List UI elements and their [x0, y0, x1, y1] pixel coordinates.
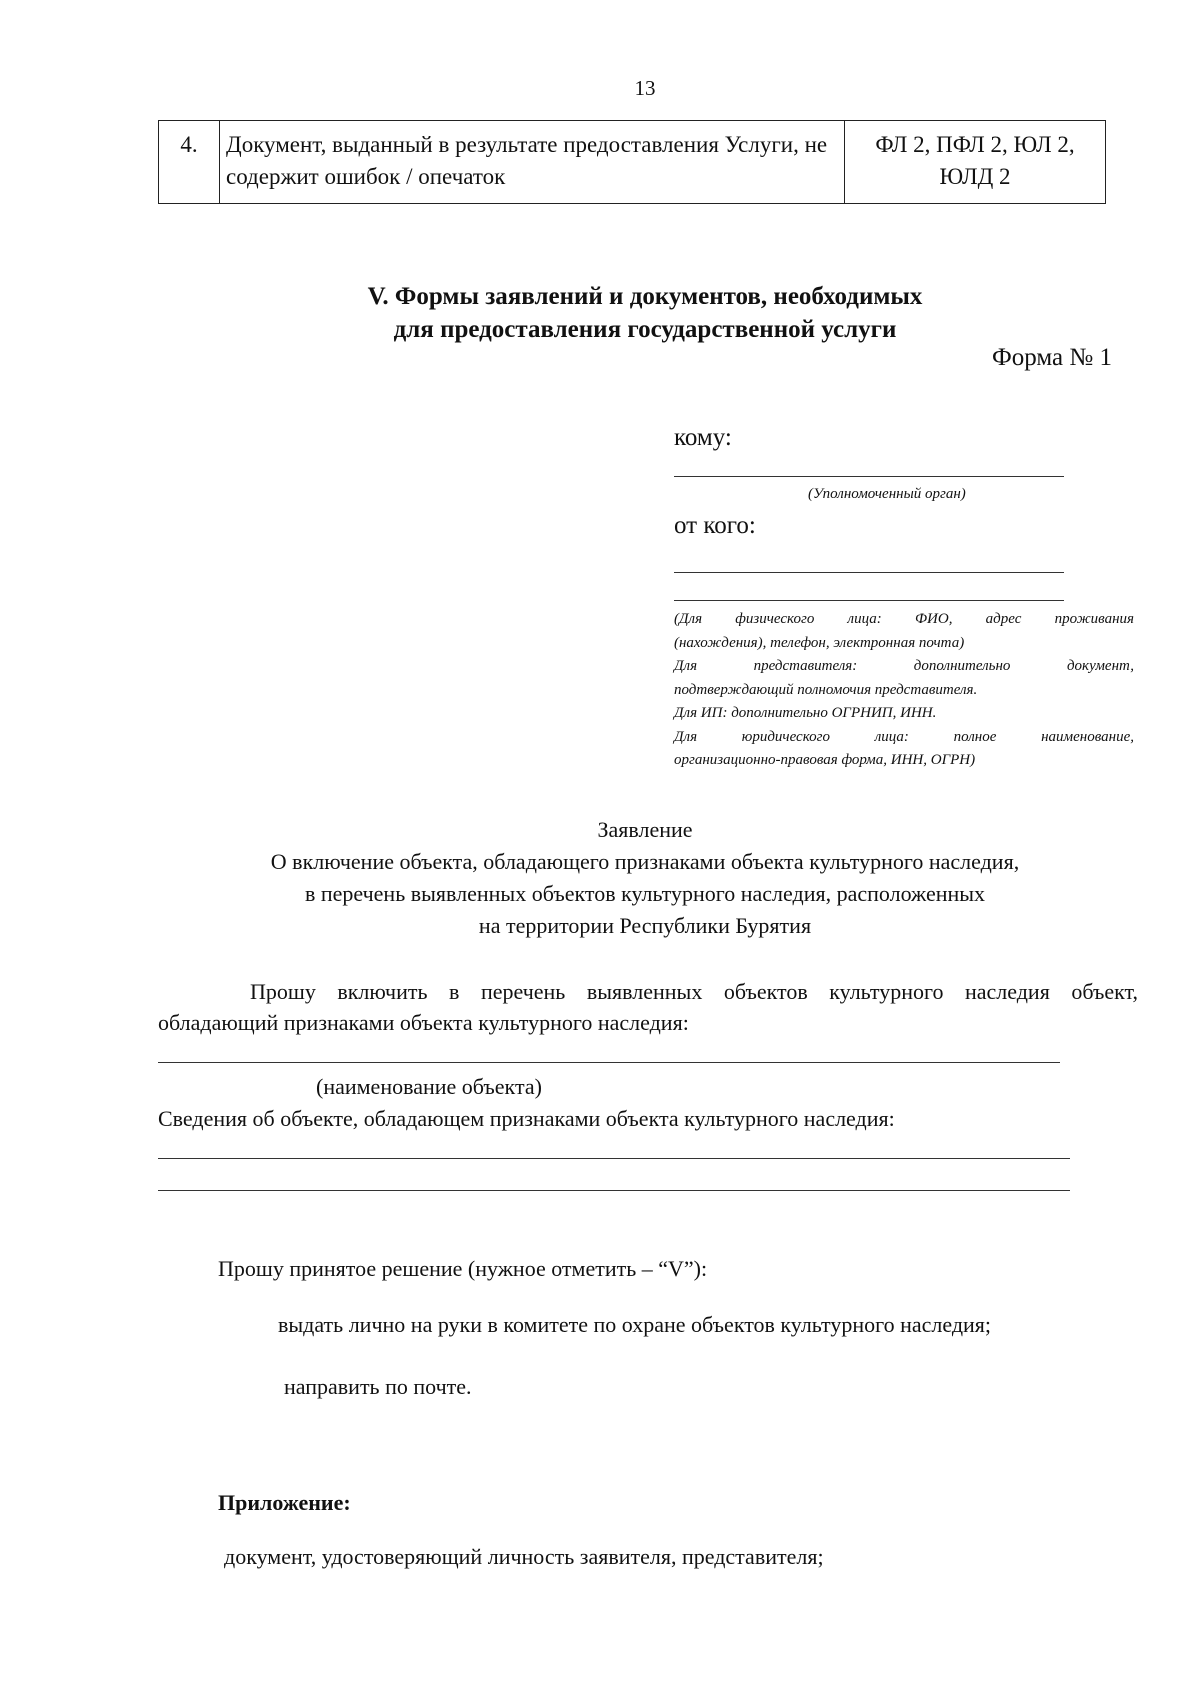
request-paragraph	[158, 976, 1138, 1038]
request-line2: обладающий признаками объекта культурного наследия:	[158, 1010, 689, 1035]
object-info-label: Сведения об объекте, обладающем признаками объекта культурного наследия:	[158, 1106, 895, 1131]
hint-line: Для ИП: дополнительно ОГРНИП, ИНН.	[674, 705, 937, 721]
appendix-item: документ, удостоверяющий личность заявителя, представителя;	[224, 1544, 824, 1569]
to-label: кому:	[674, 424, 732, 451]
from-field-line-2[interactable]	[674, 600, 1064, 601]
hint-line: Для представителя: дополнительно документ,	[674, 658, 1134, 674]
from-field-line-1[interactable]	[674, 572, 1064, 573]
object-info-field-line-1[interactable]	[158, 1158, 1070, 1159]
from-label: от кого:	[674, 512, 756, 539]
appendix-title: Приложение:	[218, 1490, 351, 1515]
form-number: Форма № 1	[992, 344, 1112, 371]
row-index: 4.	[159, 121, 220, 204]
hint-line: (Для физического лица: ФИО, адрес проживания	[674, 611, 1134, 627]
hint-line: (нахождения), телефон, электронная почта)	[674, 634, 965, 651]
row-description: Документ, выданный в результате предоставления Услуги, не содержит ошибок / опечаток	[220, 121, 845, 204]
criteria-table	[158, 120, 1106, 204]
object-info-field-line-2[interactable]	[158, 1190, 1070, 1191]
hint-line: подтверждающий полномочия представителя.	[674, 681, 978, 698]
application-subject-line3: на территории Республики Бурятия	[478, 913, 812, 938]
object-name-field-line[interactable]	[158, 1062, 1060, 1063]
to-caption: (Уполномоченный орган)	[808, 486, 966, 502]
decision-option-by-mail[interactable]: направить по почте.	[284, 1374, 472, 1399]
table-row	[159, 121, 1106, 204]
hint-line: организационно-правовая форма, ИНН, ОГРН)	[674, 752, 976, 768]
application-subject-line2: в перечень выявленных объектов культурного наследия, расположенных	[304, 881, 986, 906]
section-title	[0, 280, 1200, 346]
applicant-hint	[674, 608, 1134, 773]
section-title-line1: V. Формы заявлений и документов, необходимых	[367, 283, 923, 310]
decision-prompt: Прошу принятое решение (нужное отметить – “V”):	[218, 1256, 708, 1281]
to-field-line[interactable]	[674, 476, 1064, 477]
application-subject-line1: О включение объекта, обладающего признаками объекта культурного наследия,	[270, 849, 1020, 874]
page-number: 13	[634, 76, 656, 100]
section-title-line2: для предоставления государственной услуги	[393, 316, 897, 343]
row-codes: ФЛ 2, ПФЛ 2, ЮЛ 2, ЮЛД 2	[845, 121, 1106, 204]
object-name-caption: (наименование объекта)	[316, 1074, 542, 1099]
application-title	[0, 814, 1200, 942]
request-line1: Прошу включить в перечень выявленных объектов культурного наследия объект,	[250, 979, 1138, 1004]
application-heading: Заявление	[597, 817, 693, 842]
hint-line: Для юридического лица: полное наименование,	[674, 728, 1134, 745]
decision-option-in-person[interactable]: выдать лично на руки в комитете по охране объектов культурного наследия;	[278, 1312, 992, 1337]
